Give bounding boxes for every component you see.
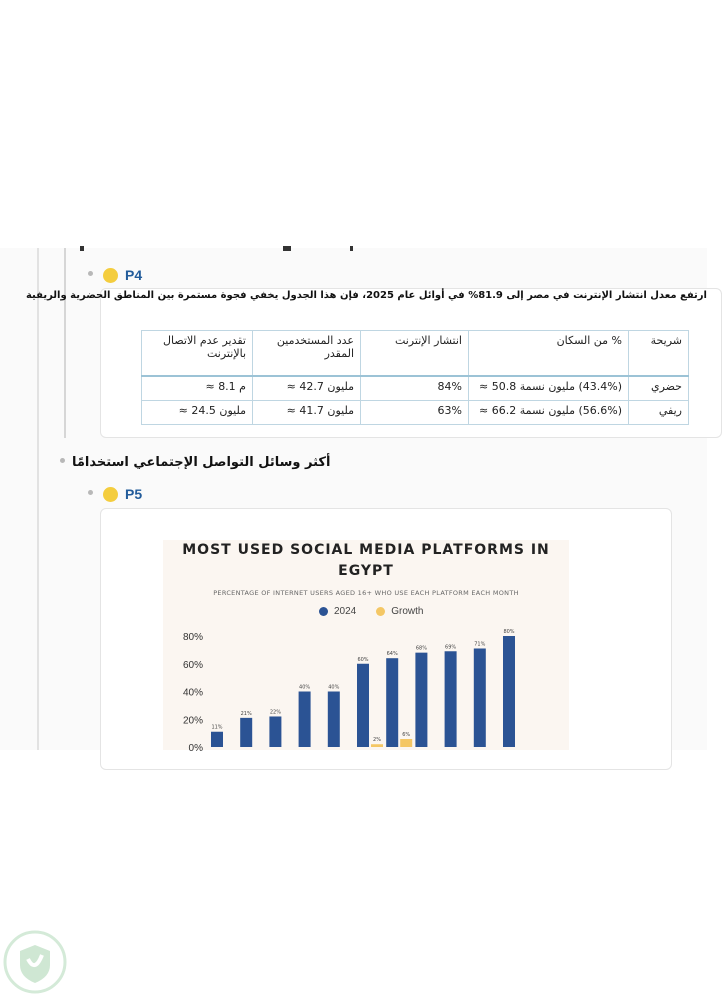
header-cell: شريحة	[629, 331, 689, 377]
social-media-chart	[163, 540, 569, 754]
bar-2024	[445, 651, 457, 747]
bar-data-label: 71%	[474, 641, 486, 648]
chart-subtitle: PERCENTAGE OF INTERNET USERS AGED 16+ WHO USE EACH PLATFORM EACH MONTH	[213, 589, 519, 597]
bar-2024	[269, 716, 281, 747]
bar-data-label: 2%	[373, 737, 381, 744]
bar-2024	[299, 692, 311, 748]
section-heading: أكثر وسائل التواصل الإجتماعي استخدامًا	[72, 455, 331, 470]
y-tick-label: 60%	[182, 659, 203, 671]
list-bullet	[60, 458, 65, 463]
table-cell: م 8.1 ≈	[142, 376, 253, 401]
bar-data-label: 64%	[386, 651, 398, 658]
header-cell: % من السكان	[469, 331, 629, 377]
bar-data-label: 22%	[269, 709, 281, 716]
bar-data-label: 11%	[211, 724, 223, 731]
bar-2024	[474, 648, 486, 747]
yellow-dot-icon	[103, 268, 118, 283]
bar-2024	[328, 692, 340, 748]
header-cell: تقدير عدم الاتصال بالإنترنت	[142, 331, 253, 377]
chart-plot	[163, 540, 569, 754]
table-cell: مليون 24.5 ≈	[142, 401, 253, 425]
document-page	[0, 248, 707, 754]
bar-data-label: 69%	[445, 644, 457, 651]
bar-2024	[503, 636, 515, 747]
bar-data-label: 21%	[240, 710, 252, 717]
internet-gap-table	[141, 330, 689, 425]
table-cell: مليون 41.7 ≈	[253, 401, 361, 425]
chart-title-line-1: MOST USED SOCIAL MEDIA PLATFORMS IN	[182, 542, 550, 558]
p5-label: P5	[125, 486, 143, 502]
p4-paragraph: ارتفع معدل انتشار الإنترنت في مصر إلى 81.9% في أوائل عام 2025، فإن هذا الجدول يخفي فجوة مستمرة بين المناطق الحضرية والريفية	[25, 290, 707, 301]
y-tick-label: 0%	[188, 743, 203, 754]
bar-2024	[357, 664, 369, 747]
table-cell: ريفي	[629, 401, 689, 425]
bar-growth	[371, 744, 383, 747]
table-row	[142, 376, 689, 401]
bar-2024	[386, 658, 398, 747]
watermark-logo	[2, 929, 68, 995]
bar-data-label: 80%	[503, 629, 515, 635]
list-bullet	[88, 490, 93, 495]
table-cell: 63%	[361, 401, 469, 425]
bar-data-label: 68%	[415, 645, 427, 652]
table-cell: (43.4%) مليون نسمة 50.8 ≈	[469, 376, 629, 401]
bar-data-label: 6%	[402, 732, 411, 738]
cropped-text-fragment	[60, 248, 420, 252]
y-tick-label: 80%	[182, 632, 203, 643]
bar-2024	[240, 718, 252, 747]
table-cell: حضري	[629, 376, 689, 401]
y-tick-label: 40%	[182, 687, 203, 699]
list-bullet	[88, 271, 93, 276]
table-header-row	[142, 331, 689, 377]
bar-growth	[400, 739, 412, 747]
outline-guide-line	[37, 248, 39, 750]
y-tick-label: 20%	[182, 715, 203, 727]
outline-guide-line	[64, 248, 66, 438]
bar-data-label: 60%	[357, 656, 369, 663]
yellow-dot-icon	[103, 487, 118, 502]
table-row	[142, 401, 689, 425]
bar-data-label: 40%	[328, 684, 340, 691]
table-cell: 84%	[361, 376, 469, 401]
bar-2024	[211, 732, 223, 747]
table-cell: (56.6%) مليون نسمة 66.2 ≈	[469, 401, 629, 425]
header-cell: عدد المستخدمين المقدر	[253, 331, 361, 377]
legend-label-2024: 2024	[334, 606, 357, 617]
bar-2024	[415, 653, 427, 747]
p4-label: P4	[125, 267, 143, 283]
p5-tag[interactable]	[103, 486, 142, 502]
p4-tag[interactable]	[103, 267, 142, 283]
bar-data-label: 40%	[299, 684, 311, 691]
chart-title-line-2: EGYPT	[338, 563, 394, 579]
legend-label-growth: Growth	[391, 606, 424, 617]
header-cell: انتشار الإنترنت	[361, 331, 469, 377]
table-cell: مليون 42.7 ≈	[253, 376, 361, 401]
